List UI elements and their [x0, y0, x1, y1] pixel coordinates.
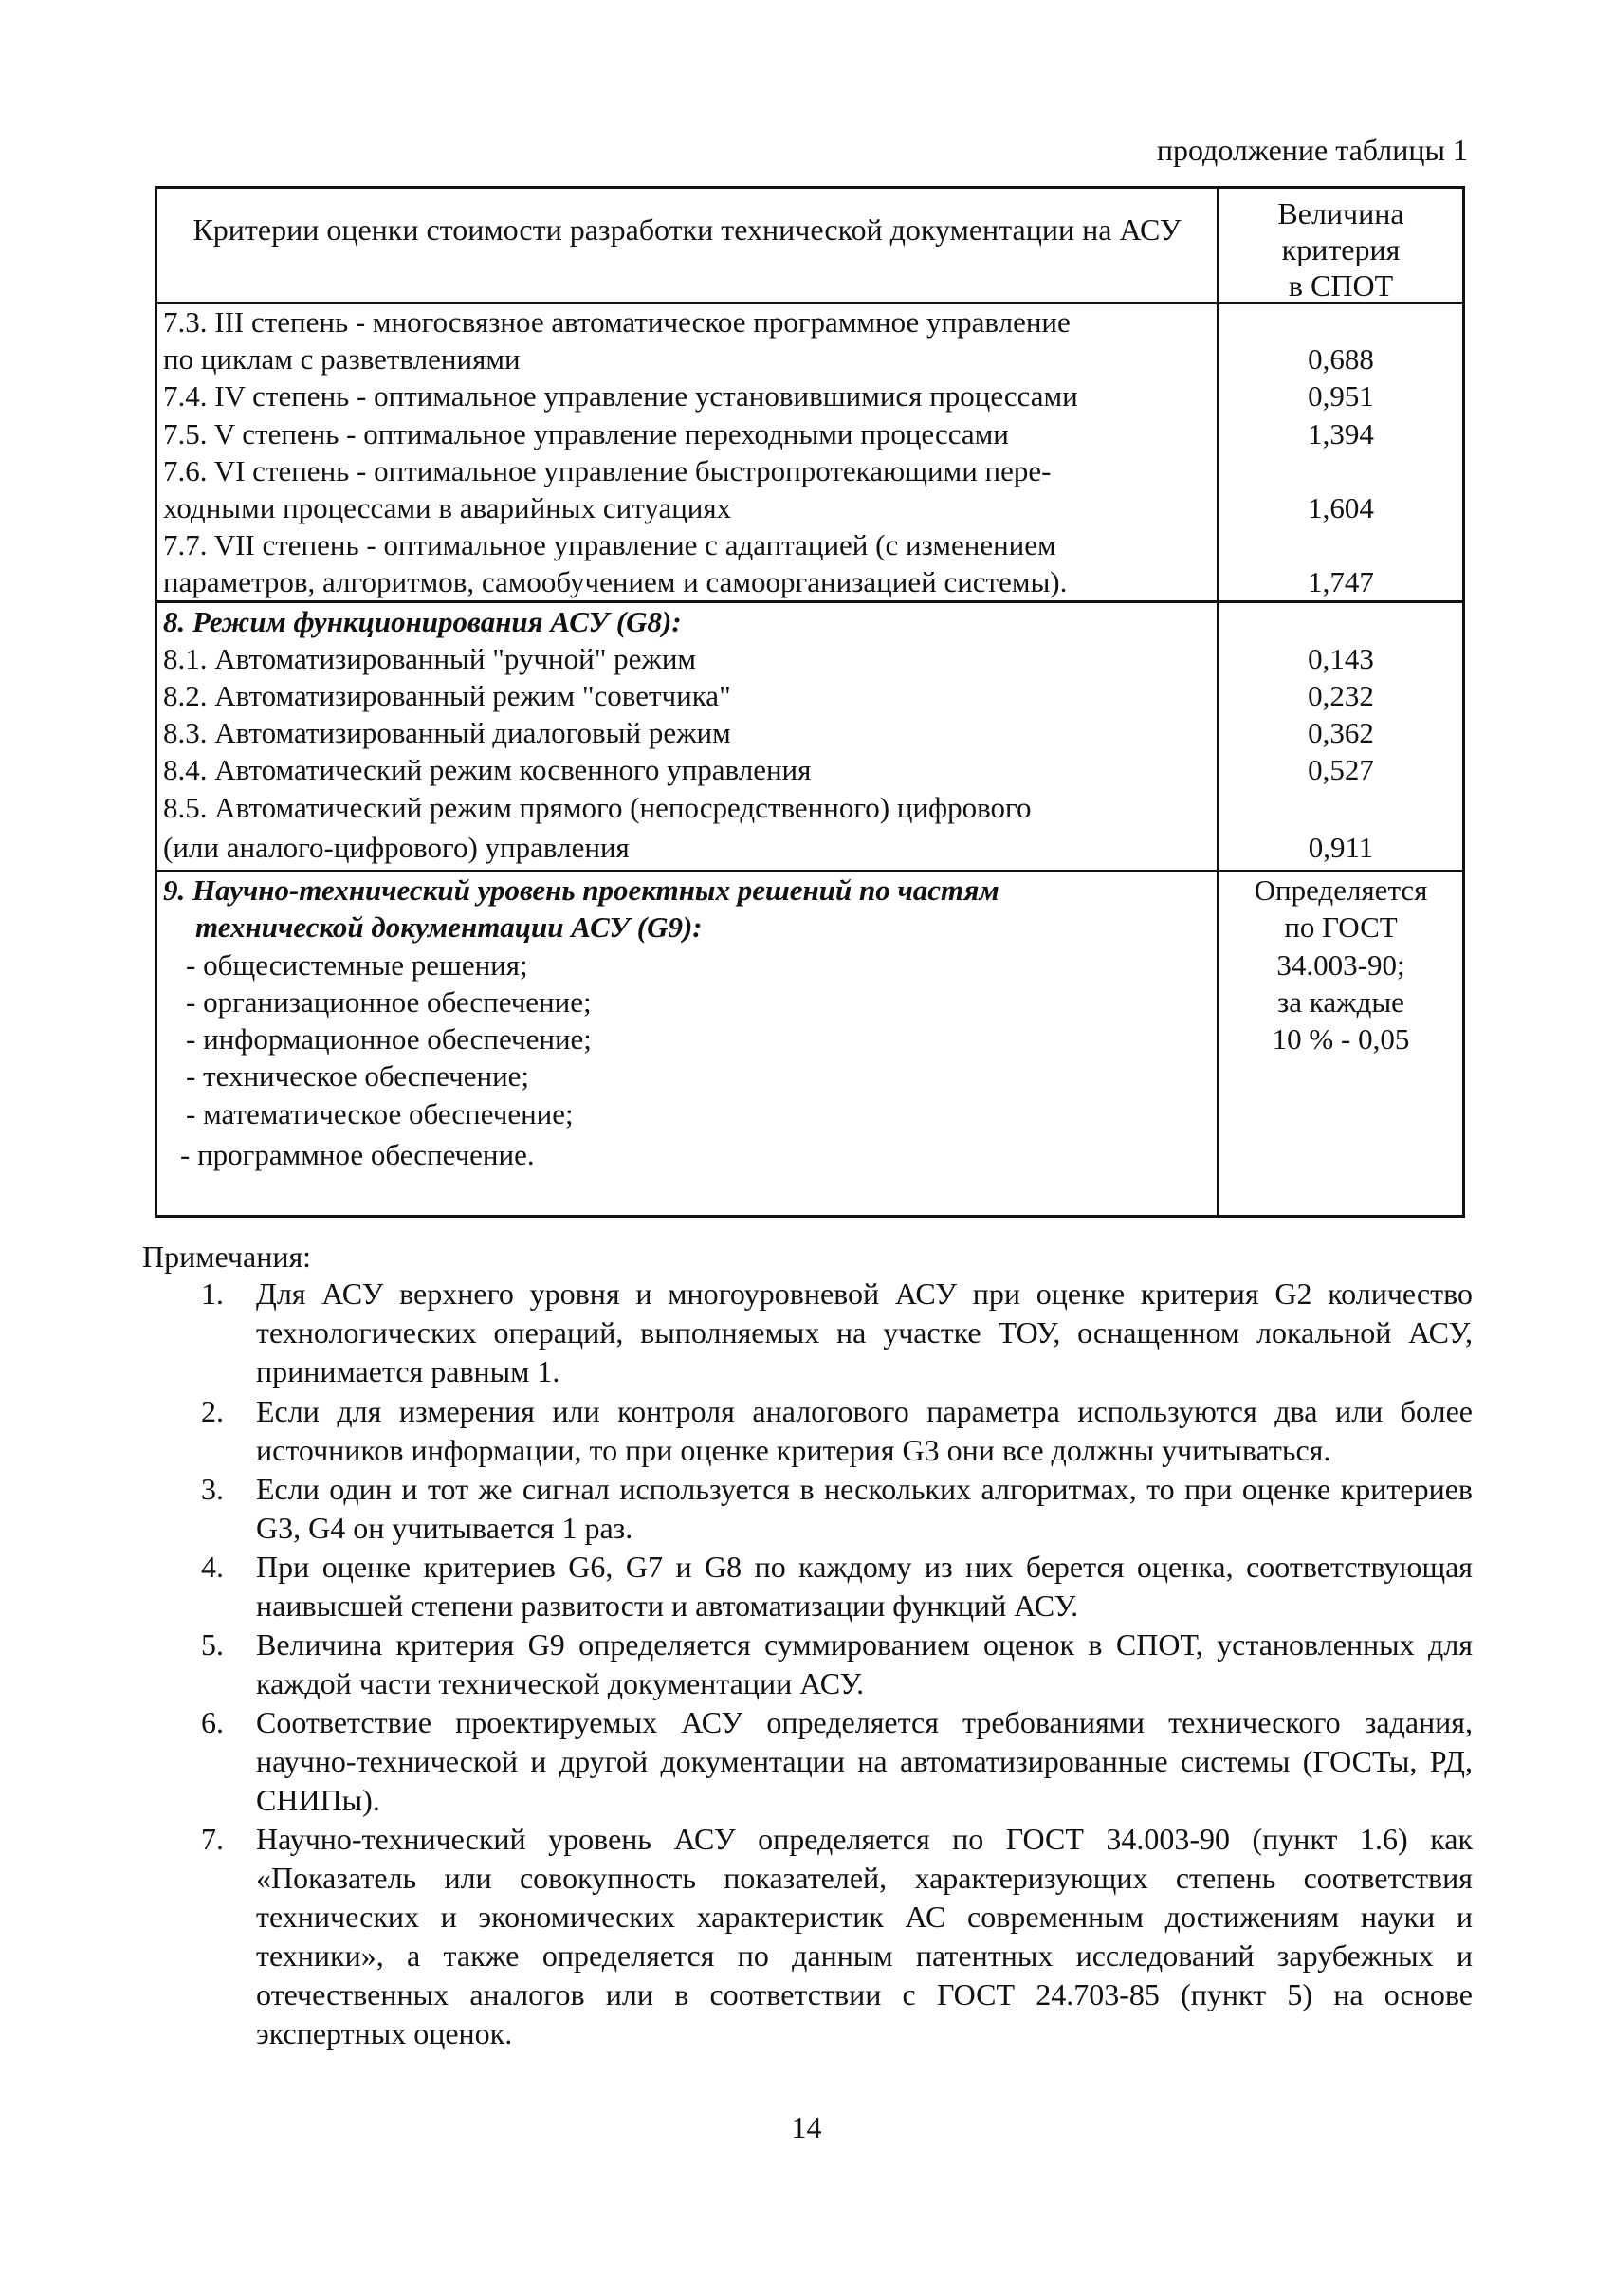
note-number: 7.	[201, 1822, 224, 1856]
table-row: 7.3. III степень - многосвязное автоматическое программное управление	[163, 305, 1071, 339]
table-header-value: Величина критерия в СПОТ	[1277, 196, 1404, 303]
note-text: Если для измерения или контроля аналогового параметра используются два или более источников информации, то при оценке критерия G3 они все должны учитываться.	[256, 1394, 1473, 1467]
table-header-criteria: Критерии оценки стоимости разработки технической документации на АСУ	[192, 212, 1182, 247]
table-row: 7.4. IV степень - оптимальное управление установившимися процессами	[163, 379, 1078, 413]
note-number: 5.	[201, 1627, 224, 1662]
table-row: 7.6. VI степень - оптимальное управление быстропротекающими пере-	[163, 454, 1052, 487]
table-row: по циклам с разветвлениями	[163, 342, 521, 376]
table-value: 1,394	[1308, 417, 1374, 450]
table-continuation-label: продолжение таблицы 1	[1156, 133, 1468, 167]
section-heading-g8: 8. Режим функционирования АСУ (G8):	[163, 605, 682, 638]
list-item: - математическое обеспечение;	[186, 1097, 574, 1130]
section-heading-g9: 9. Научно-технический уровень проектных решений по частям	[163, 873, 999, 907]
table-value: 0,527	[1308, 753, 1374, 786]
notes-title: Примечания:	[142, 1240, 312, 1274]
table-value: 0,232	[1308, 679, 1374, 712]
note-text: Научно-технический уровень АСУ определяется по ГОСТ 34.003-90 (пункт 1.6) как «Показатель или совокупность показателей, характеризующих степень соответствия технических и экономических характеристик АС современным достижениям науки и техники», а также определяется по данным патентных исследований зарубежных и отечественных аналогов или в соответствии с ГОСТ 24.703-85 (пункт 5) на основе экспертных оценок.	[256, 1822, 1473, 2050]
table-value: 0,143	[1308, 642, 1374, 675]
note-text: При оценке критериев G6, G7 и G8 по каждому из них берется оценка, соответствующая наивысшей степени развитости и автоматизации функций АСУ.	[256, 1550, 1473, 1623]
note-number: 4.	[201, 1550, 224, 1584]
section-heading-g9-cont: технической документации АСУ (G9):	[195, 910, 703, 944]
g9-value-line: за каждые	[1277, 985, 1404, 1019]
list-item: - техническое обеспечение;	[186, 1059, 530, 1093]
table-value: 0,951	[1308, 379, 1374, 413]
page-number: 14	[791, 2110, 822, 2144]
note-text: Величина критерия G9 определяется суммированием оценок в СПОТ, установленных для каждой части технической документации АСУ.	[256, 1627, 1473, 1700]
table-row: ходными процессами в аварийных ситуациях	[163, 491, 732, 524]
list-item: - общесистемные решения;	[186, 948, 528, 982]
note-number: 1.	[201, 1277, 224, 1311]
list-item: - информационное обеспечение;	[186, 1022, 592, 1056]
table-row: 8.3. Автоматизированный диалоговый режим	[163, 716, 731, 749]
table-row: 8.5. Автоматический режим прямого (непосредственного) цифрового	[163, 791, 1032, 824]
note-text: Для АСУ верхнего уровня и многоуровневой АСУ при оценке критерия G2 количество технологических операций, выполняемых на участке ТОУ, оснащенном локальной АСУ, принимается равным 1.	[256, 1277, 1473, 1388]
g9-value-line: по ГОСТ	[1284, 910, 1398, 944]
g9-value-line: Определяется	[1254, 873, 1428, 907]
note-text: Соответствие проектируемых АСУ определяется требованиями технического задания, научно-технической и другой документации на автоматизированные системы (ГОСТы, РД, СНИПы).	[256, 1705, 1473, 1817]
note-number: 6.	[201, 1705, 224, 1739]
note-text: Если один и тот же сигнал используется в нескольких алгоритмах, то при оценке критериев G3, G4 он учитывается 1 раз.	[256, 1472, 1473, 1545]
table-row: 8.1. Автоматизированный "ручной" режим	[163, 642, 697, 675]
table-row: 8.2. Автоматизированный режим "советчика"	[163, 679, 731, 712]
table-row: (или аналого-цифрового) управления	[163, 831, 630, 864]
table-value: 0,362	[1308, 716, 1374, 749]
table-value: 1,747	[1308, 565, 1374, 598]
table-row: 7.7. VII степень - оптимальное управление с адаптацией (с изменением	[163, 528, 1056, 561]
table-value: 0,911	[1308, 831, 1374, 864]
table-row: 7.5. V степень - оптимальное управление переходными процессами	[163, 417, 1009, 450]
table-row: 8.4. Автоматический режим косвенного управления	[163, 753, 812, 786]
note-number: 2.	[201, 1394, 224, 1428]
g9-value-line: 10 % - 0,05	[1272, 1022, 1410, 1056]
list-item: - программное обеспечение.	[180, 1138, 535, 1171]
table-value: 1,604	[1308, 491, 1374, 524]
note-number: 3.	[201, 1472, 224, 1506]
table-value: 0,688	[1308, 342, 1374, 376]
g9-value-line: 34.003-90;	[1276, 948, 1405, 982]
list-item: - организационное обеспечение;	[186, 985, 592, 1019]
table-row: параметров, алгоритмов, самообучением и самоорганизацией системы).	[163, 565, 1068, 598]
